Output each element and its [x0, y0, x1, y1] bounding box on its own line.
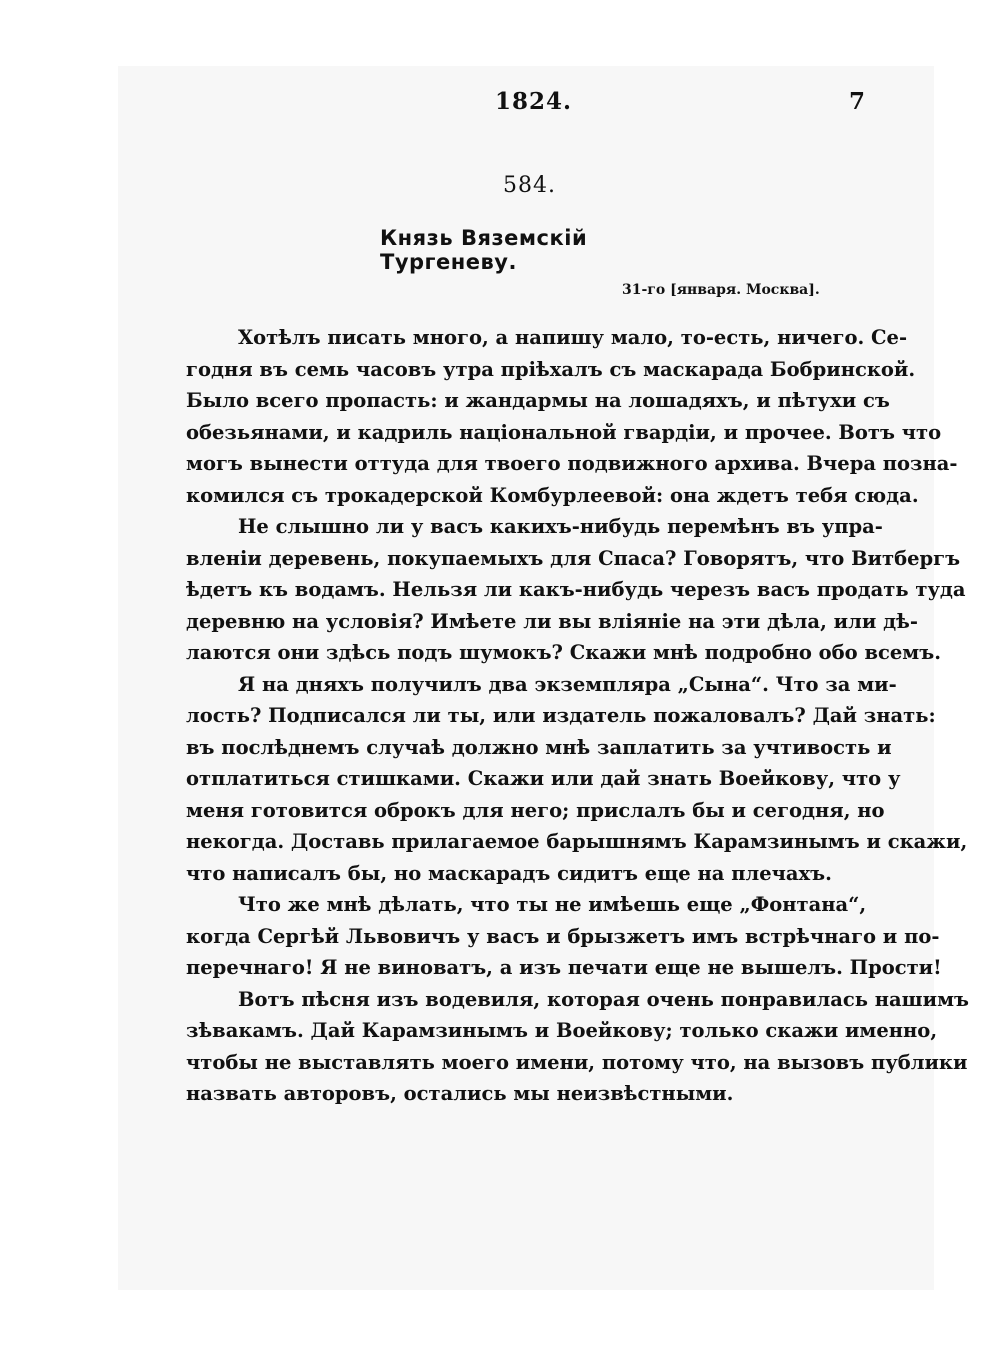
- body-line: перечнаго! Я не виноватъ, а изъ печати еще не вышелъ. Прости!: [186, 956, 942, 979]
- page-number: 7: [849, 88, 866, 115]
- body-line: обезьянами, и кадриль національной гвардіи, и прочее. Вотъ что: [186, 420, 942, 444]
- body-line: деревню на условія? Имѣете ли вы вліяніе на эти дѣла, или дѣ-: [186, 609, 918, 633]
- body-line: отплатиться стишками. Скажи или дай знать Воейкову, что у: [186, 767, 901, 790]
- body-line: Что же мнѣ дѣлать, что ты не имѣешь еще „Фонтана“,: [238, 893, 867, 916]
- letter-body: [186, 322, 969, 1110]
- running-head-year: 1824.: [495, 88, 573, 115]
- body-line: назвать авторовъ, остались мы неизвѣстными.: [186, 1082, 734, 1105]
- body-line: Было всего пропасть: и жандармы на лошадяхъ, и пѣтухи съ: [186, 389, 890, 412]
- letter-date: 31-го [января. Москва].: [622, 282, 820, 298]
- body-line: чтобы не выставлять моего имени, потому что, на вызовъ публики: [186, 1050, 968, 1074]
- body-line: Не слышно ли у васъ какихъ-нибудь перемѣнъ въ упра-: [238, 515, 883, 538]
- running-head: [0, 88, 1000, 118]
- body-line: въ послѣднемъ случаѣ должно мнѣ заплатить за учтивость и: [186, 735, 892, 759]
- body-line: меня готовится оброкъ для него; прислалъ бы и сегодня, но: [186, 798, 885, 822]
- body-line: Я на дняхъ получилъ два экземпляра „Сына“. Что за ми-: [238, 672, 897, 696]
- body-line: что написалъ бы, но маскарадъ сидитъ еще на плечахъ.: [186, 861, 832, 885]
- body-line: годня въ семь часовъ утра пріѣхалъ съ маскарада Бобринской.: [186, 357, 916, 381]
- body-line: вленіи деревень, покупаемыхъ для Спаса? Говорятъ, что Витбергъ: [186, 546, 961, 570]
- body-line: Вотъ пѣсня изъ водевиля, которая очень понравилась нашимъ: [238, 987, 969, 1011]
- letter-number: 584.: [503, 173, 556, 198]
- body-line: могъ вынести оттуда для твоего подвижного архива. Вчера позна-: [186, 452, 958, 475]
- body-line: лость? Подписался ли ты, или издатель пожаловалъ? Дай знать:: [186, 704, 936, 727]
- body-line: Хотѣлъ писать много, а напишу мало, то-есть, ничего. Се-: [238, 326, 908, 349]
- body-line: когда Сергѣй Львовичъ у васъ и брызжетъ имъ встрѣчнаго и по-: [186, 924, 940, 948]
- body-line: лаются они здѣсь подъ шумокъ? Скажи мнѣ подробно обо всемъ.: [186, 641, 941, 664]
- body-line: ѣдетъ къ водамъ. Нельзя ли какъ-нибудь черезъ васъ продать туда: [186, 578, 966, 601]
- body-line: комился съ трокадерской Комбурлеевой: она ждетъ тебя сюда.: [186, 483, 919, 507]
- body-line: зѣвакамъ. Дай Карамзинымъ и Воейкову; только скажи именно,: [186, 1019, 938, 1042]
- letter-title: Князь Вяземскій Тургеневу.: [380, 226, 588, 274]
- body-line: некогда. Доставь прилагаемое барышнямъ Карамзинымъ и скажи,: [186, 830, 968, 853]
